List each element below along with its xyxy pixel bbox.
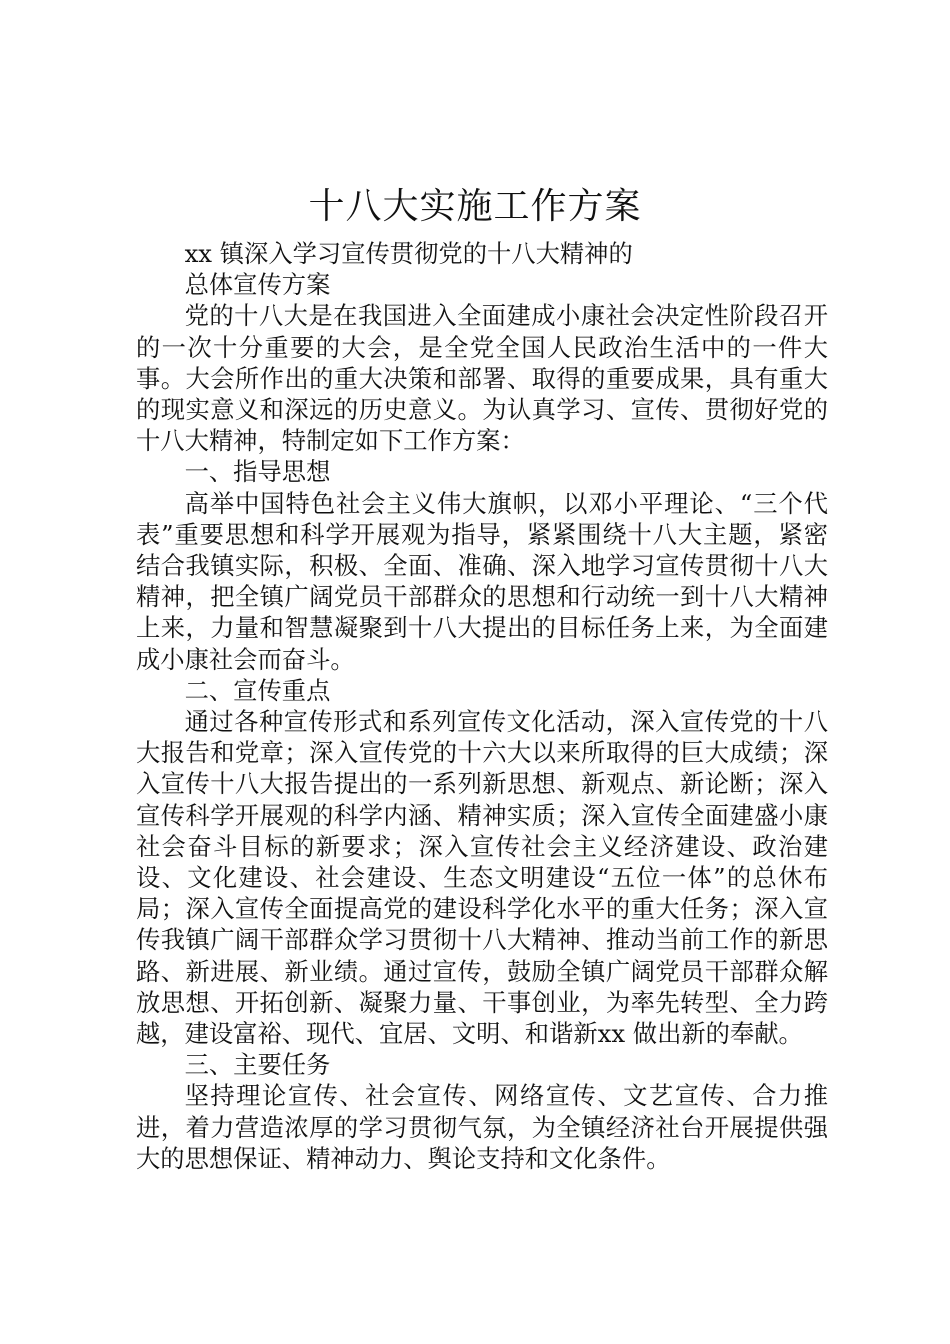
section-text-publicity-focus: 通过各种宣传形式和系列宣传文化活动，深入宣传党的十八大报告和党章；深入宣传党的十六大以来所取得的巨大成绩；深入宣传十八大报告提出的一系列新思想、新观点、新论断；深入宣传科学开展观的科学内涵、精神实质；深入宣传全面建盛小康社会奋斗目标的新要求；深入宣传社会主义经济建设、政治建设、文化建设、社会建设、生态文明建设“五位一体”的总休布局；深入宣传全面提高党的建设科学化水平的重大任务；深入宣传我镇广阔干部群众学习贯彻十八大精神、推动当前工作的新思路、新进展、新业绩。通过宣传，鼓励全镇广阔党员干部群众解放思想、开拓创新、凝聚力量、干事创业，为率先转型、全力跨越，建设富裕、现代、宜居、文明、和谐新xx 做出新的奉献。 (136, 707, 828, 1049)
section-heading-main-tasks: 三、主要任务 (184, 1050, 331, 1080)
subtitle-line-1: xx 镇深入学习宣传贯彻党的十八大精神的 (184, 239, 633, 268)
document-title: 十八大实施工作方案 (308, 186, 642, 227)
section-text-guiding-ideology: 高举中国特色社会主义伟大旗帜，以邓小平理论、“三个代表”重要思想和科学开展观为指导，紧紧围绕十八大主题，紧密结合我镇实际，积极、全面、准确、深入地学习宣传贯彻十八大精神，把全镇广阔党员干部群众的思想和行动统一到十八大精神上来，力量和智慧凝聚到十八大提出的目标任务上来，为全面建成小康社会而奋斗。 (136, 488, 828, 674)
subtitle-line-2: 总体宣传方案 (184, 270, 331, 300)
section-heading-publicity-focus: 二、宣传重点 (184, 675, 331, 705)
section-text-main-tasks: 坚持理论宣传、社会宣传、网络宣传、文艺宣传、合力推进，着力营造浓厚的学习贯彻气氛，为全镇经济社台开展提供强大的思想保证、精神动力、舆论支持和文化条件。 (136, 1081, 828, 1173)
section-heading-guiding-ideology: 一、指导思想 (184, 457, 331, 487)
document-body (136, 238, 828, 1174)
intro-paragraph: 党的十八大是在我国进入全面建成小康社会决定性阶段召开的一次十分重要的大会，是全党全国人民政治生活中的一件大事。大会所作出的重大决策和部署、取得的重要成果，具有重大的现实意义和深远的历史意义。为认真学习、宣传、贯彻好党的十八大精神，特制定如下工作方案： (136, 301, 828, 456)
